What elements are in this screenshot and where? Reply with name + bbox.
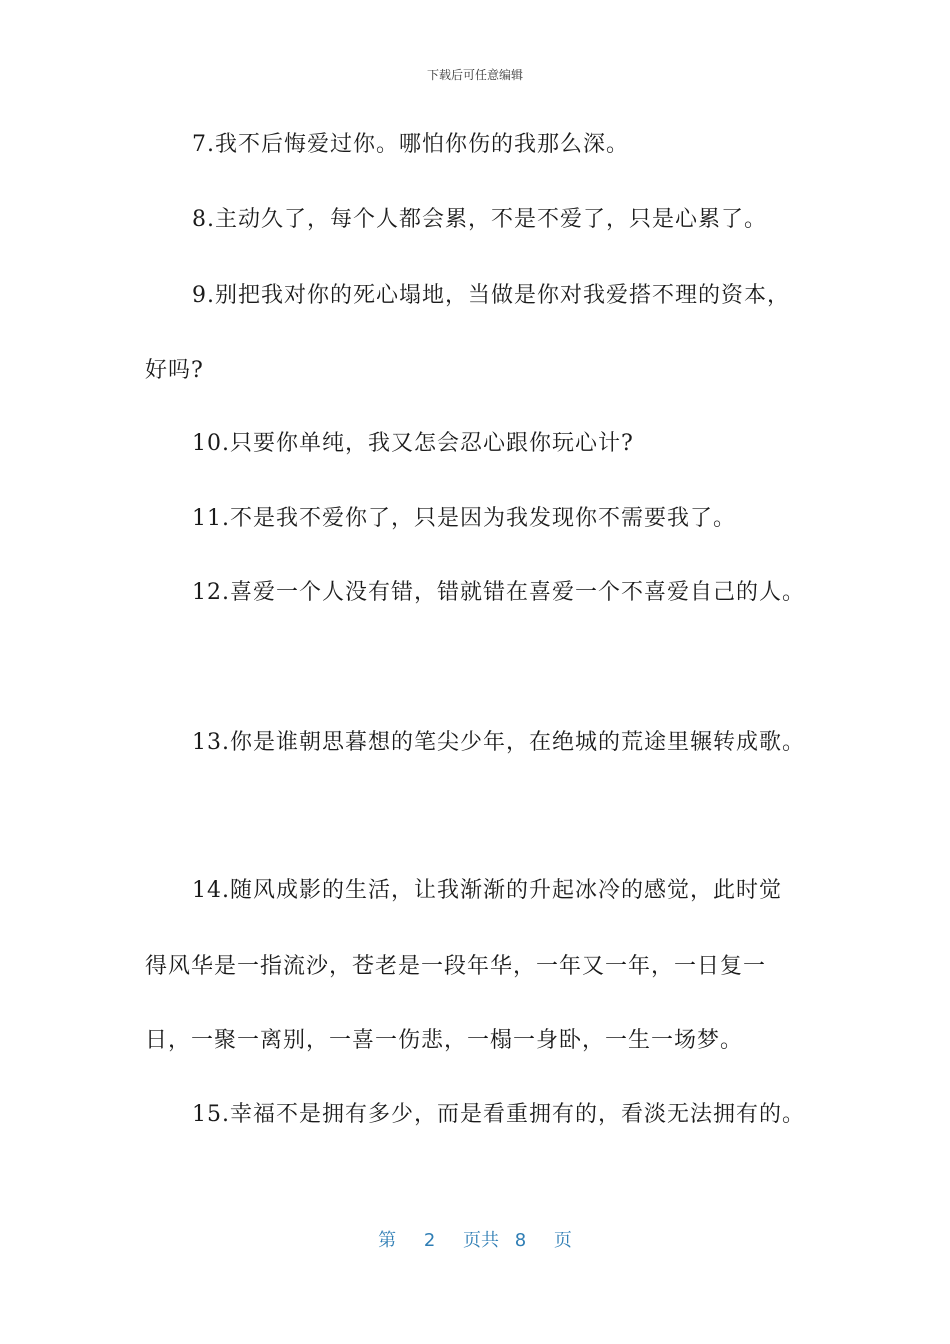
page-header: 下载后可任意编辑 (426, 68, 523, 82)
list-item-15: 15.幸福不是拥有多少，而是看重拥有的，看淡无法拥有的。 (192, 1102, 805, 1127)
current-page-number: 2 (423, 1230, 436, 1251)
list-item-12: 12.喜爱一个人没有错，错就错在喜爱一个不喜爱自己的人。 (192, 580, 805, 605)
list-item-14: 14.随风成影的生活，让我渐渐的升起冰冷的感觉，此时觉 (192, 878, 782, 903)
footer-prefix: 第 (378, 1230, 397, 1251)
footer-suffix: 页 (553, 1230, 572, 1251)
total-page-number: 8 (514, 1230, 527, 1251)
list-item-8: 8.主动久了，每个人都会累，不是不爱了，只是心累了。 (192, 207, 767, 232)
list-item-9-continued: 好吗? (145, 358, 204, 383)
list-item-11: 11.不是我不爱你了，只是因为我发现你不需要我了。 (192, 506, 736, 531)
list-item-7: 7.我不后悔爱过你。哪怕你伤的我那么深。 (192, 132, 629, 157)
list-item-13: 13.你是谁朝思暮想的笔尖少年，在绝城的荒途里辗转成歌。 (192, 730, 805, 755)
list-item-14-line-3: 日，一聚一离别，一喜一伤悲，一榻一身卧，一生一场梦。 (145, 1028, 744, 1053)
footer-middle: 页共 (463, 1230, 499, 1251)
list-item-14-line-2: 得风华是一指流沙，苍老是一段年华，一年又一年，一日复一 (145, 954, 767, 979)
page-footer (0, 1226, 950, 1252)
list-item-9: 9.别把我对你的死心塌地，当做是你对我爱搭不理的资本， (192, 283, 790, 308)
list-item-10: 10.只要你单纯，我又怎会忍心跟你玩心计? (192, 431, 634, 456)
